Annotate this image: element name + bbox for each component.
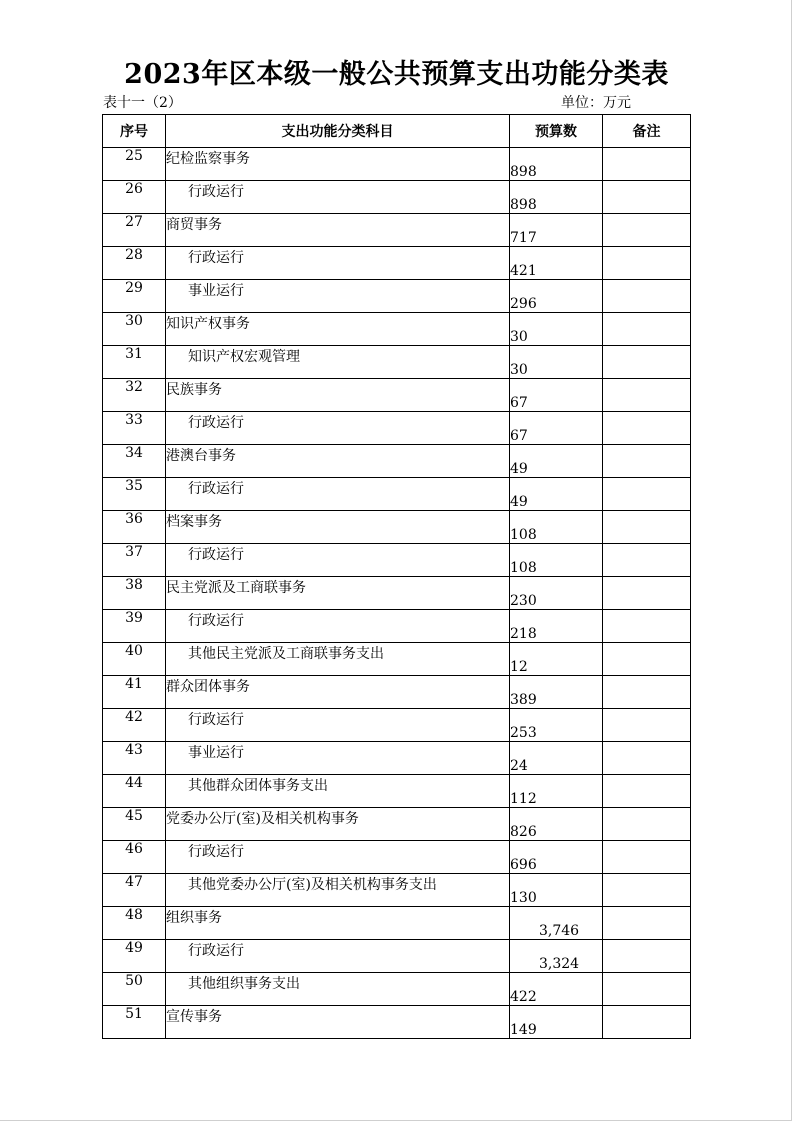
table-row <box>103 544 691 577</box>
row-index: 37 <box>103 544 166 577</box>
row-index: 35 <box>103 478 166 511</box>
row-item: 行政运行 <box>166 181 510 214</box>
table-body <box>103 148 691 1039</box>
table-row <box>103 643 691 676</box>
row-note <box>603 775 691 808</box>
table-row <box>103 148 691 181</box>
row-item: 行政运行 <box>166 544 510 577</box>
row-note <box>603 742 691 775</box>
row-note <box>603 1006 691 1039</box>
row-item: 行政运行 <box>166 841 510 874</box>
row-note <box>603 478 691 511</box>
row-amount: 112 <box>510 775 603 808</box>
row-note <box>603 412 691 445</box>
row-index: 36 <box>103 511 166 544</box>
row-item: 其他党委办公厅(室)及相关机构事务支出 <box>166 874 510 907</box>
row-index: 43 <box>103 742 166 775</box>
row-amount: 30 <box>510 313 603 346</box>
table-row <box>103 280 691 313</box>
row-item: 宣传事务 <box>166 1006 510 1039</box>
row-index: 40 <box>103 643 166 676</box>
table-row <box>103 313 691 346</box>
table-row <box>103 577 691 610</box>
row-index: 27 <box>103 214 166 247</box>
row-index: 29 <box>103 280 166 313</box>
table-row <box>103 247 691 280</box>
row-amount: 67 <box>510 379 603 412</box>
row-note <box>603 973 691 1006</box>
row-index: 28 <box>103 247 166 280</box>
table-row <box>103 676 691 709</box>
row-index: 51 <box>103 1006 166 1039</box>
row-item: 行政运行 <box>166 709 510 742</box>
row-index: 39 <box>103 610 166 643</box>
row-index: 45 <box>103 808 166 841</box>
row-index: 25 <box>103 148 166 181</box>
row-note <box>603 709 691 742</box>
row-note <box>603 676 691 709</box>
header-index: 序号 <box>103 115 166 148</box>
row-amount: 49 <box>510 445 603 478</box>
row-item: 群众团体事务 <box>166 676 510 709</box>
row-item: 纪检监察事务 <box>166 148 510 181</box>
table-row <box>103 511 691 544</box>
row-note <box>603 247 691 280</box>
row-amount: 253 <box>510 709 603 742</box>
table-row <box>103 775 691 808</box>
row-item: 行政运行 <box>166 247 510 280</box>
row-amount: 149 <box>510 1006 603 1039</box>
row-amount: 12 <box>510 643 603 676</box>
table-row <box>103 214 691 247</box>
row-note <box>603 874 691 907</box>
row-item: 港澳台事务 <box>166 445 510 478</box>
row-item: 知识产权事务 <box>166 313 510 346</box>
header-note: 备注 <box>603 115 691 148</box>
table-row <box>103 610 691 643</box>
row-item: 行政运行 <box>166 940 510 973</box>
table-row <box>103 709 691 742</box>
row-item: 事业运行 <box>166 280 510 313</box>
row-note <box>603 643 691 676</box>
row-amount: 389 <box>510 676 603 709</box>
row-index: 30 <box>103 313 166 346</box>
row-index: 46 <box>103 841 166 874</box>
row-item: 组织事务 <box>166 907 510 940</box>
row-item: 其他民主党派及工商联事务支出 <box>166 643 510 676</box>
row-note <box>603 181 691 214</box>
row-index: 32 <box>103 379 166 412</box>
row-index: 42 <box>103 709 166 742</box>
table-row <box>103 412 691 445</box>
header-item: 支出功能分类科目 <box>166 115 510 148</box>
row-note <box>603 445 691 478</box>
row-note <box>603 808 691 841</box>
row-amount: 3,746 <box>510 907 603 940</box>
table-row <box>103 907 691 940</box>
row-note <box>603 610 691 643</box>
table-row <box>103 1006 691 1039</box>
row-amount: 421 <box>510 247 603 280</box>
row-note <box>603 313 691 346</box>
row-amount: 230 <box>510 577 603 610</box>
table-row <box>103 808 691 841</box>
table-row <box>103 742 691 775</box>
row-note <box>603 577 691 610</box>
row-amount: 108 <box>510 511 603 544</box>
row-item: 民主党派及工商联事务 <box>166 577 510 610</box>
table-number: 表十一（2） <box>103 95 182 111</box>
row-amount: 898 <box>510 181 603 214</box>
row-note <box>603 148 691 181</box>
row-amount: 898 <box>510 148 603 181</box>
table-row <box>103 973 691 1006</box>
row-note <box>603 280 691 313</box>
row-item: 知识产权宏观管理 <box>166 346 510 379</box>
row-amount: 108 <box>510 544 603 577</box>
table-row <box>103 445 691 478</box>
row-amount: 717 <box>510 214 603 247</box>
budget-table <box>102 114 691 1039</box>
row-amount: 826 <box>510 808 603 841</box>
row-item: 商贸事务 <box>166 214 510 247</box>
row-index: 49 <box>103 940 166 973</box>
table-row <box>103 874 691 907</box>
row-item: 事业运行 <box>166 742 510 775</box>
row-amount: 30 <box>510 346 603 379</box>
row-index: 47 <box>103 874 166 907</box>
row-item: 其他群众团体事务支出 <box>166 775 510 808</box>
row-note <box>603 841 691 874</box>
row-item: 其他组织事务支出 <box>166 973 510 1006</box>
row-index: 26 <box>103 181 166 214</box>
row-item: 党委办公厅(室)及相关机构事务 <box>166 808 510 841</box>
row-amount: 49 <box>510 478 603 511</box>
row-amount: 3,324 <box>510 940 603 973</box>
row-item: 档案事务 <box>166 511 510 544</box>
row-index: 50 <box>103 973 166 1006</box>
table-row <box>103 379 691 412</box>
row-amount: 218 <box>510 610 603 643</box>
row-index: 41 <box>103 676 166 709</box>
table-row <box>103 841 691 874</box>
row-note <box>603 346 691 379</box>
row-amount: 24 <box>510 742 603 775</box>
row-item: 行政运行 <box>166 478 510 511</box>
row-note <box>603 214 691 247</box>
row-index: 31 <box>103 346 166 379</box>
header-amount: 预算数 <box>510 115 603 148</box>
row-item: 民族事务 <box>166 379 510 412</box>
row-amount: 130 <box>510 874 603 907</box>
table-row <box>103 346 691 379</box>
page-title: 2023年区本级一般公共预算支出功能分类表 <box>124 59 669 90</box>
unit-label: 单位：万元 <box>561 95 631 111</box>
row-item: 行政运行 <box>166 610 510 643</box>
row-amount: 296 <box>510 280 603 313</box>
row-note <box>603 511 691 544</box>
row-index: 33 <box>103 412 166 445</box>
row-index: 44 <box>103 775 166 808</box>
row-amount: 67 <box>510 412 603 445</box>
row-index: 38 <box>103 577 166 610</box>
row-note <box>603 544 691 577</box>
row-note <box>603 379 691 412</box>
table-row <box>103 940 691 973</box>
row-amount: 422 <box>510 973 603 1006</box>
table-header-row <box>103 115 691 148</box>
row-item: 行政运行 <box>166 412 510 445</box>
row-index: 48 <box>103 907 166 940</box>
row-index: 34 <box>103 445 166 478</box>
row-amount: 696 <box>510 841 603 874</box>
row-note <box>603 907 691 940</box>
table-row <box>103 478 691 511</box>
row-note <box>603 940 691 973</box>
table-row <box>103 181 691 214</box>
